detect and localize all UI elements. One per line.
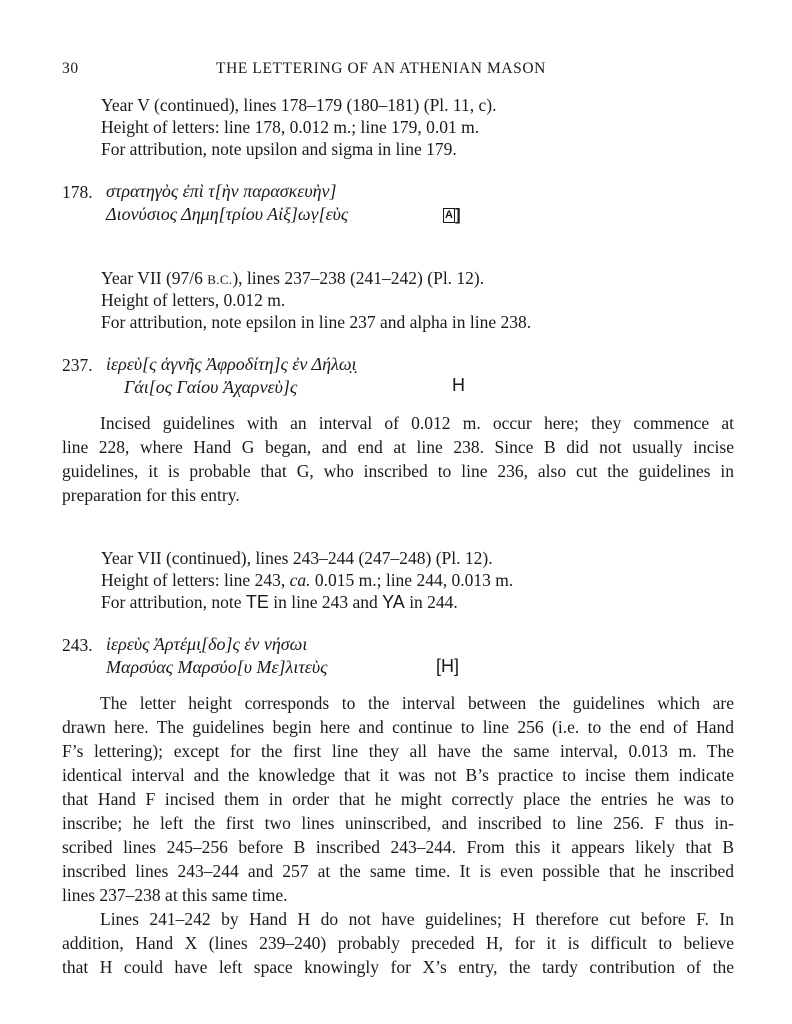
entry243-greek-line1: ἱερεὺς Ἀρτέμι̣[δο]ς ἐν νήσωι [106, 634, 308, 654]
ca-abbrev: ca. [289, 570, 311, 590]
para2-line: inscribe; he left the first two lines uninscribed, and inscribed to line 256. F thus in- [62, 813, 734, 833]
para2-line: that Hand F incised them in order that he might correctly place the entries he was to [62, 789, 734, 809]
block2-line2: Height of letters, 0.012 m. [101, 290, 286, 310]
ya-letters: YA [382, 592, 405, 612]
block3-line3 [101, 591, 458, 613]
para3-line: that H could have left space knowingly for X’s entry, the tardy contribution of the [62, 957, 734, 977]
para2-line: identical interval and the knowledge that it was not B’s practice to incise them indicate [62, 765, 734, 785]
block1-line1: Year V (continued), lines 178–179 (180–181) (Pl. 11, c). [101, 95, 497, 115]
para2-line: F’s lettering); except for the first line they all have the same interval, 0.013 m. The [62, 741, 734, 761]
block3-line1: Year VII (continued), lines 243–244 (247–248) (Pl. 12). [101, 548, 493, 568]
para1-line: guidelines, it is probable that G, who inscribed to line 236, also cut the guidelines in [62, 461, 734, 481]
entry237-hand: H [452, 375, 465, 395]
entry237-number: 237. [62, 355, 93, 375]
para2-line: scribed lines 245–256 before B inscribed 243–244. From this it appears likely that B [62, 837, 734, 857]
para2-line: drawn here. The guidelines begin here and continue to line 256 (i.e. to the end of Hand [62, 717, 734, 737]
para1-line: line 228, where Hand G began, and end at line 238. Since B did not usually incise [62, 437, 734, 457]
page-number: 30 [62, 60, 79, 77]
block3-line3-pre: For attribution, note [101, 592, 246, 612]
paragraph-hand-h [62, 907, 734, 979]
para2-line: lines 237–238 at this same time. [62, 885, 288, 905]
block2-line1 [101, 267, 484, 291]
para3-line: Lines 241–242 by Hand H do not have guidelines; H therefore cut before F. In [100, 909, 734, 929]
entry178-hand-mark [443, 203, 461, 226]
block1-line2: Height of letters: line 178, 0.012 m.; line 179, 0.01 m. [101, 117, 480, 137]
block3-line2 [101, 569, 513, 591]
para3-line: addition, Hand X (lines 239–240) probably preceded H, for it is difficult to believe [62, 933, 734, 953]
entry178-number: 178. [62, 182, 93, 202]
running-title: THE LETTERING OF AN ATHENIAN MASON [216, 60, 546, 77]
entry243-greek-line2: Μαρσύας Μαρσύο[υ Με]λιτεὺς [106, 657, 328, 677]
para2-line: inscribed lines 243–244 and 257 at the same time. It is even possible that he inscribed [62, 861, 734, 881]
hand-a-glyph: A [445, 209, 453, 221]
entry243-number: 243. [62, 635, 93, 655]
block3-line3-mid: in line 243 and [268, 592, 383, 612]
te-letters: TE [245, 592, 269, 612]
paragraph-guidelines-f [62, 691, 734, 907]
hand-a-bracket: ] [454, 205, 461, 224]
block2-line1-post: ), lines 237–238 (241–242) (Pl. 12). [232, 268, 485, 288]
block2-line1-pre: Year VII (97/6 [101, 268, 208, 288]
entry237-greek-line2: Γάι[ος Γαίου Ἀχαρνεὺ]ς [124, 377, 298, 397]
bc-smallcaps: B.C. [207, 272, 233, 287]
block2-line3: For attribution, note epsilon in line 237 and alpha in line 238. [101, 312, 532, 332]
para1-line: preparation for this entry. [62, 485, 240, 505]
para2-line: The letter height corresponds to the interval between the guidelines which are [100, 693, 734, 713]
entry243-hand: [H] [436, 656, 460, 676]
block1-line3: For attribution, note upsilon and sigma in line 179. [101, 139, 457, 159]
block3-line2-post: 0.015 m.; line 244, 0.013 m. [310, 570, 514, 590]
block3-line2-pre: Height of letters: line 243, [101, 570, 290, 590]
block3-line3-post: in 244. [404, 592, 458, 612]
paragraph-guidelines-g [62, 411, 734, 507]
entry237-greek-line1: ἱερεὺ[ς ἁγνῆς Ἀφροδίτη]ς ἐν Δήλω̣ι̣ [106, 354, 357, 374]
entry178-greek-line1: στρατηγὸς ἐπὶ τ[ὴν παρασκευὴν] [106, 181, 337, 201]
entry178-greek-line2: Διονύσιος Δημη[τρίου Αἰξ]ωṿ[εὺς [106, 204, 349, 224]
para1-line: Incised guidelines with an interval of 0.012 m. occur here; they commence at [100, 413, 734, 433]
